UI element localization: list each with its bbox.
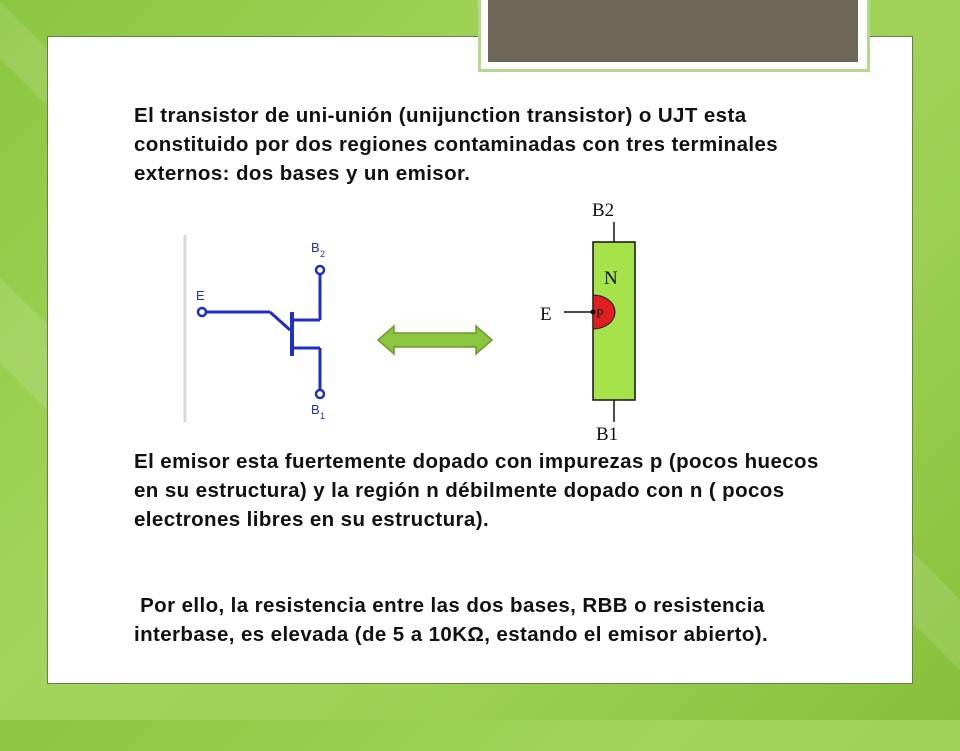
double-arrow-icon bbox=[378, 326, 492, 354]
ujt-symbol-diagram bbox=[182, 230, 352, 425]
emitter-lead-slant bbox=[270, 312, 290, 330]
structure-base2-label: B2 bbox=[592, 200, 615, 221]
intro-paragraph: El transistor de uni-unión (unijunction transistor) o UJT esta constituido por dos regiones contaminadas con tres terminales externos: dos bases y un emisor. bbox=[134, 104, 779, 185]
base1-terminal bbox=[316, 390, 324, 398]
symbol-base2-subscript: 2 bbox=[320, 249, 326, 259]
p-region-label: P bbox=[596, 307, 604, 322]
symbol-base2-label: B bbox=[311, 240, 320, 255]
base2-terminal bbox=[316, 266, 324, 274]
symbol-emitter-label: E bbox=[196, 288, 205, 303]
symbol-base1-label: B bbox=[311, 402, 320, 417]
emitter-contact bbox=[591, 310, 596, 315]
ujt-structure-diagram bbox=[530, 198, 670, 443]
doping-paragraph: El emisor esta fuertemente dopado con impurezas p (pocos huecos en su estructura) y la región n débilmente dopado con n ( pocos electrones libres en su estructura). bbox=[134, 450, 819, 531]
resistance-paragraph: Por ello, la resistencia entre las dos bases, RBB o resistencia interbase, es elevada (de 5 a 10KΩ, estando el emisor abierto). bbox=[134, 594, 771, 646]
symbol-base1-subscript: 1 bbox=[320, 411, 326, 421]
structure-emitter-label: E bbox=[540, 304, 552, 325]
n-region-label: N bbox=[604, 268, 618, 289]
equivalence-arrow bbox=[376, 324, 494, 356]
structure-base1-label: B1 bbox=[596, 424, 619, 443]
title-tab bbox=[488, 0, 858, 62]
emitter-terminal bbox=[198, 308, 206, 316]
